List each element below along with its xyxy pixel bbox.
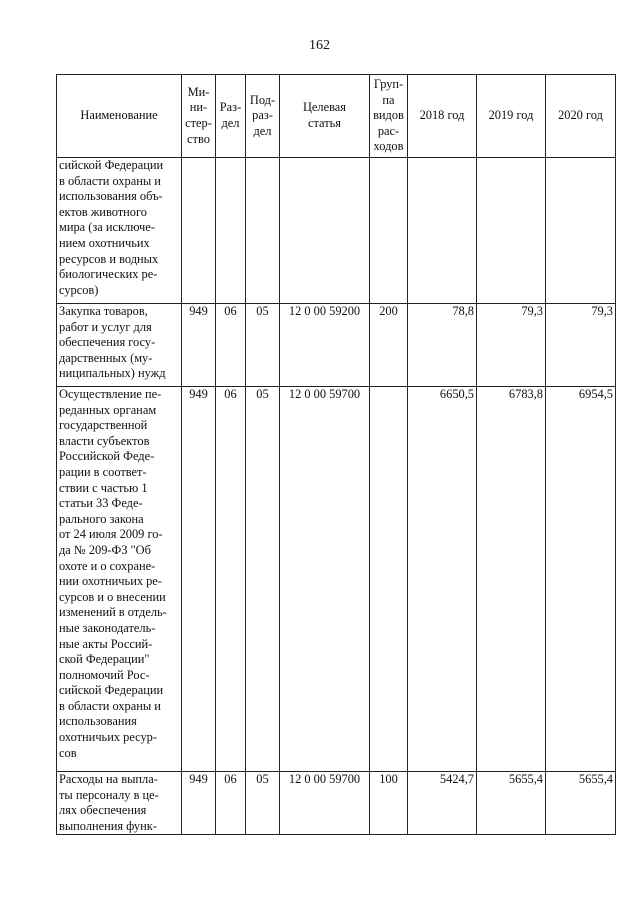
cell-name-line: сийской Федерации: [59, 683, 164, 698]
cell-2020: 79,3: [546, 304, 616, 387]
cell-razdel: [216, 158, 246, 304]
cell-name-line: нием охотничьих: [59, 235, 150, 250]
cell-name-line: государственной: [59, 418, 148, 433]
cell-podrazdel: 05: [246, 304, 280, 387]
cell-expense-group: 100: [370, 772, 408, 835]
table-row: [57, 387, 616, 772]
cell-2020: 5655,4: [546, 772, 616, 835]
cell-name-line: Осуществление пе-: [59, 387, 162, 401]
cell-target-article: 12 0 00 59700: [280, 387, 370, 772]
cell-name: [57, 158, 182, 304]
header-2019: 2019 год: [477, 75, 546, 158]
cell-name-line: ствии с частью 1: [59, 480, 148, 495]
cell-target-article: 12 0 00 59700: [280, 772, 370, 835]
cell-podrazdel: 05: [246, 772, 280, 835]
cell-name: [57, 772, 182, 835]
cell-2019: 6783,8: [477, 387, 546, 772]
header-name: Наименование: [57, 75, 182, 158]
cell-razdel: 06: [216, 304, 246, 387]
cell-name-line: лях обеспечения: [59, 803, 147, 818]
cell-name: [57, 387, 182, 772]
cell-2019: [477, 158, 546, 304]
cell-2020: [546, 158, 616, 304]
cell-name-line: биологических ре-: [59, 267, 158, 282]
cell-name-line: рального закона: [59, 511, 144, 526]
cell-ministry: 949: [182, 387, 216, 772]
cell-name-line: ниципальных) нужд: [59, 366, 166, 381]
cell-name-line: в области охраны и: [59, 173, 161, 188]
cell-podrazdel: 05: [246, 387, 280, 772]
cell-2018: 78,8: [408, 304, 477, 387]
header-ministry: Ми- ни- стер- ство: [182, 75, 216, 158]
cell-razdel: 06: [216, 772, 246, 835]
page-number: 162: [309, 38, 330, 53]
cell-name: [57, 304, 182, 387]
cell-2018: [408, 158, 477, 304]
cell-name-line: дарственных (му-: [59, 350, 153, 365]
cell-name-line: выполнения функ-: [59, 818, 157, 833]
cell-name-line: ектов животного: [59, 204, 147, 219]
cell-name-line: в области охраны и: [59, 698, 161, 713]
cell-expense-group: [370, 387, 408, 772]
cell-name-line: обеспечения госу-: [59, 335, 156, 350]
cell-2018: 6650,5: [408, 387, 477, 772]
cell-ministry: [182, 158, 216, 304]
header-2020: 2020 год: [546, 75, 616, 158]
cell-expense-group: 200: [370, 304, 408, 387]
header-target-article: Целевая статья: [280, 75, 370, 158]
cell-target-article: [280, 158, 370, 304]
cell-name-line: власти субъектов: [59, 433, 150, 448]
cell-expense-group: [370, 158, 408, 304]
cell-2019: 5655,4: [477, 772, 546, 835]
cell-name-line: от 24 июля 2009 го-: [59, 527, 163, 542]
cell-name-line: да № 209-ФЗ "Об: [59, 542, 151, 557]
cell-name-line: статьи 33 Феде-: [59, 496, 143, 511]
cell-name-line: сийской Федерации: [59, 158, 164, 172]
header-razdel: Раз- дел: [216, 75, 246, 158]
cell-2019: 79,3: [477, 304, 546, 387]
cell-name-line: мира (за исключе-: [59, 220, 155, 235]
cell-name-line: реданных органам: [59, 402, 157, 417]
cell-name-line: работ и услуг для: [59, 319, 152, 334]
cell-name-line: нии охотничьих ре-: [59, 574, 162, 589]
cell-name-line: ные акты Россий-: [59, 636, 153, 651]
cell-name-line: использования объ-: [59, 189, 163, 204]
cell-razdel: 06: [216, 387, 246, 772]
cell-name-line: изменений в отдель-: [59, 605, 167, 620]
cell-name-line: сов: [59, 745, 77, 760]
header-expense-group: Груп- па видов рас- ходов: [370, 75, 408, 158]
table-row: [57, 304, 616, 387]
budget-table: [56, 74, 616, 835]
cell-name-line: сурсов и о внесении: [59, 589, 166, 604]
cell-target-article: 12 0 00 59200: [280, 304, 370, 387]
cell-name-line: охоте и о сохране-: [59, 558, 156, 573]
cell-name-line: ные законодатель-: [59, 620, 156, 635]
cell-ministry: 949: [182, 772, 216, 835]
cell-name-line: ты персоналу в це-: [59, 787, 159, 802]
cell-name-line: Закупка товаров,: [59, 304, 148, 318]
cell-name-line: ресурсов и водных: [59, 251, 159, 266]
header-podrazdel: Под- раз- дел: [246, 75, 280, 158]
table-row: [57, 158, 616, 304]
table-header-row: [57, 75, 616, 158]
cell-name-line: использования: [59, 714, 137, 729]
cell-podrazdel: [246, 158, 280, 304]
cell-name-line: сурсов): [59, 282, 99, 297]
cell-2020: 6954,5: [546, 387, 616, 772]
cell-name-line: полномочий Рос-: [59, 667, 150, 682]
cell-2018: 5424,7: [408, 772, 477, 835]
header-2018: 2018 год: [408, 75, 477, 158]
cell-name-line: охотничьих ресур-: [59, 730, 157, 745]
table-row: [57, 772, 616, 835]
cell-name-line: Российской Феде-: [59, 449, 155, 464]
cell-name-line: рации в соответ-: [59, 464, 147, 479]
cell-name-line: ской Федерации": [59, 652, 150, 667]
cell-name-line: Расходы на выпла-: [59, 772, 158, 786]
cell-ministry: 949: [182, 304, 216, 387]
